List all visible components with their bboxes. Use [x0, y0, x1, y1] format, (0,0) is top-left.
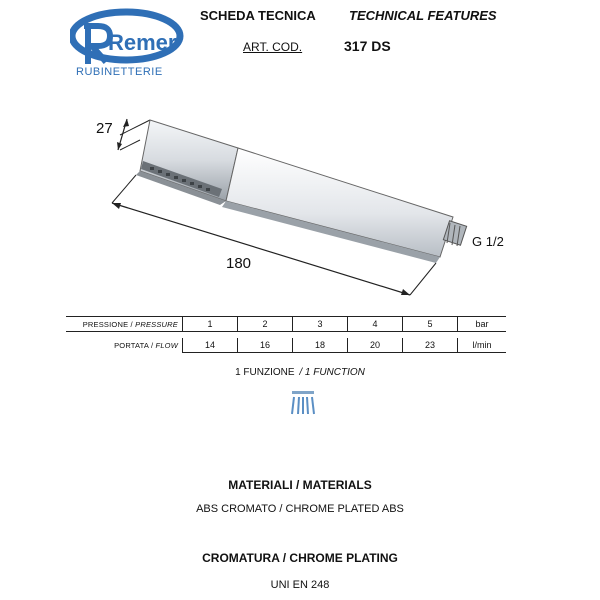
- title-it: SCHEDA TECNICA: [200, 8, 316, 23]
- materials-heading: MATERIALI / MATERIALS: [228, 478, 372, 492]
- flow-label: PORTATA / FLOW: [114, 340, 178, 350]
- logo-tagline: RUBINETTERIE: [76, 66, 163, 78]
- pressure-value: 4: [348, 317, 403, 332]
- plating-heading: CROMATURA / CHROME PLATING: [202, 551, 398, 565]
- dim-width: 27: [96, 120, 113, 137]
- dim-length: 180: [226, 255, 252, 272]
- pressure-value: 3: [293, 317, 348, 332]
- shower-spray-icon: [288, 390, 318, 416]
- shower-handle: [226, 148, 453, 257]
- pressure-value: 5: [403, 317, 458, 332]
- plating-value: UNI EN 248: [270, 579, 330, 591]
- art-code-value: 317 DS: [344, 38, 391, 54]
- pressure-row: [66, 317, 506, 332]
- pressure-value: 1: [183, 317, 238, 332]
- title-en: TECHNICAL FEATURES: [349, 8, 497, 23]
- flow-value: 20: [348, 338, 403, 353]
- pressure-value: 2: [238, 317, 293, 332]
- art-code-label: ART. COD.: [243, 40, 303, 54]
- flow-value: 18: [293, 338, 348, 353]
- performance-table: [66, 316, 506, 353]
- materials-value: ABS CROMATO / CHROME PLATED ABS: [196, 503, 404, 515]
- pressure-label: PRESSIONE / PRESSURE: [66, 317, 183, 332]
- flow-value: 23: [403, 338, 458, 353]
- flow-unit: l/min: [458, 338, 507, 353]
- pressure-unit: bar: [458, 317, 507, 332]
- thread-label: G 1/2: [472, 234, 504, 249]
- flow-value: 14: [183, 338, 238, 353]
- flow-value: 16: [238, 338, 293, 353]
- technical-drawing: [0, 105, 600, 310]
- flow-row: [66, 338, 506, 353]
- function-label: 1 FUNZIONE / 1 FUNCTION: [235, 367, 365, 378]
- logo-wordmark: Remer: [108, 30, 177, 55]
